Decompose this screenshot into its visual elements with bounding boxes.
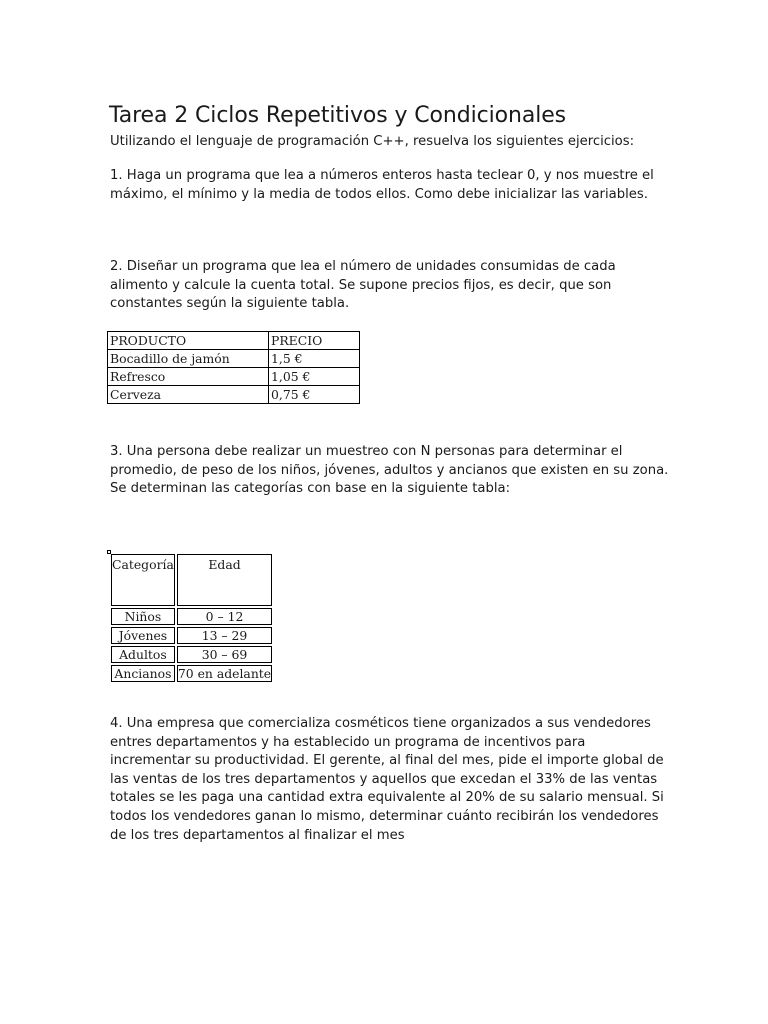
exercise-3-line: Se determinan las categorías con base en la siguiente tabla: [110, 481, 511, 497]
product-cell: Bocadillo de jamón [108, 350, 269, 368]
exercise-4-line: de los tres departamentos al finalizar el mes [110, 827, 405, 843]
exercise-3-line: 3. Una persona debe realizar un muestreo con N personas para determinar el [110, 444, 623, 459]
table-row [111, 665, 272, 682]
category-cell: Ancianos [111, 665, 175, 682]
age-cell: 0 – 12 [177, 608, 272, 625]
product-cell: Cerveza [108, 386, 269, 404]
exercise-4-line: incrementar su productividad. El gerente, al final del mes, pide el importe global de [110, 753, 664, 769]
category-cell: Adultos [111, 646, 175, 663]
table-row [111, 646, 272, 663]
category-cell: Jóvenes [111, 627, 175, 644]
age-cell: 30 – 69 [177, 646, 272, 663]
exercise-4-line: 4. Una empresa que comercializa cosméticos tiene organizados a sus vendedores [110, 716, 651, 731]
table-row [111, 627, 272, 644]
categories-table-grid [109, 552, 274, 684]
table-header-row [111, 554, 272, 606]
table-row [108, 350, 360, 368]
exercise-4-line: entres departamentos y ha establecido un programa de incentivos para [110, 734, 586, 750]
category-cell: Niños [111, 608, 175, 625]
exercise-2 [110, 258, 665, 314]
categories-age-table [107, 550, 272, 681]
exercise-4-line: todos los vendedores ganan lo mismo, determinar cuánto recibirán los vendedores [110, 808, 659, 824]
table-row [108, 368, 360, 386]
exercise-1-line: 1. Haga un programa que lea a números enteros hasta teclear 0, y nos muestre el [110, 168, 654, 183]
exercise-2-line: 2. Diseñar un programa que lea el número de unidades consumidas de cada [110, 259, 616, 274]
age-cell: 13 – 29 [177, 627, 272, 644]
intro-text [110, 133, 665, 152]
price-cell: 0,75 € [269, 386, 360, 404]
exercise-4 [110, 715, 665, 845]
header-cell-edad: Edad [177, 554, 272, 606]
table-row [111, 608, 272, 625]
exercise-1 [110, 167, 665, 204]
table-row [108, 386, 360, 404]
exercise-3-line: promedio, de peso de los niños, jóvenes, adultos y ancianos que existen en su zona. [110, 462, 669, 478]
page-title: Tarea 2 Ciclos Repetitivos y Condicionales [109, 102, 567, 128]
price-cell: 1,5 € [269, 350, 360, 368]
header-cell-precio: PRECIO [269, 332, 360, 350]
exercise-3 [110, 443, 669, 499]
price-cell: 1,05 € [269, 368, 360, 386]
exercise-2-line: alimento y calcule la cuenta total. Se supone precios fijos, es decir, que son [110, 277, 612, 293]
exercise-4-line: totales se les paga una cantidad extra equivalente al 20% de su salario mensual. Si [110, 790, 664, 806]
header-cell-producto: PRODUCTO [108, 332, 269, 350]
exercise-4-line: las ventas de los tres departamentos y aquellos que excedan el 33% de las ventas [110, 771, 658, 787]
header-cell-categoria: Categoría [111, 554, 175, 606]
exercise-1-line: máximo, el mínimo y la media de todos ellos. Como debe inicializar las variables. [110, 186, 648, 202]
age-cell: 70 en adelante [177, 666, 272, 681]
table-header-row [108, 332, 360, 350]
intro-line: Utilizando el lenguaje de programación C++, resuelva los siguientes ejercicios: [110, 134, 635, 149]
exercise-2-line: constantes según la siguiente tabla. [110, 296, 350, 312]
product-cell: Refresco [108, 368, 269, 386]
products-price-table [107, 331, 360, 404]
